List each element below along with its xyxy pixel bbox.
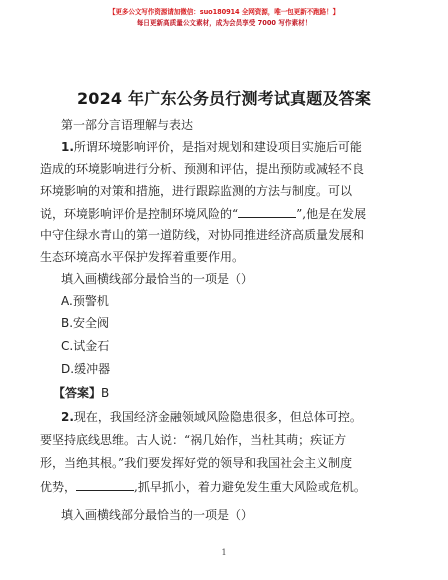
question-1-text-4b: ”,他是在发展	[296, 207, 367, 221]
option-b	[61, 316, 109, 330]
answer-line	[53, 386, 109, 400]
question-1-line3: 环境影响的对策和措施，进行跟踪监测的方法与制度。可以	[40, 184, 353, 198]
question-2-line1	[61, 410, 362, 424]
section-heading: 第一部分言语理解与表达	[61, 118, 194, 132]
option-d-letter: D.	[61, 362, 75, 376]
question-2-prompt: 填入画横线部分最恰当的一项是（）	[61, 508, 254, 522]
question-1-number: 1.	[61, 140, 74, 154]
option-c-text: 试金石	[73, 339, 110, 353]
answer-value: B	[101, 386, 110, 400]
option-d-text: 缓冲器	[74, 362, 111, 376]
question-1-text-4a: 说，环境影响评价是控制环境风险的“	[40, 207, 239, 221]
fill-blank-2	[76, 479, 134, 491]
page-number: 1	[221, 548, 227, 557]
document-title: 2024 年广东公务员行测考试真题及答案	[76, 89, 372, 108]
answer-label: 【答案】	[53, 386, 102, 400]
option-b-text: 安全阀	[73, 316, 110, 330]
question-2-text-4b: ,抓早抓小，着力避免发生重大风险或危机。	[134, 480, 366, 494]
question-1-prompt: 填入画横线部分最恰当的一项是（）	[61, 272, 254, 286]
option-a-text: 预警机	[72, 294, 109, 308]
question-1-line6: 生态环境高水平保护发挥着重要作用。	[40, 250, 245, 264]
question-1-line5: 中守住绿水青山的第一道防线，对协同推进经济高质量发展和	[40, 228, 365, 242]
question-1-line1	[61, 140, 362, 154]
question-2-line3: 形，当绝其根。”我们要发挥好党的领导和我国社会主义制度	[40, 456, 353, 470]
question-2-line2: 要坚持底线思维。古人说：“祸几始作，当杜其萌；疾证方	[40, 433, 347, 447]
question-2-text-4a: 优势，	[40, 480, 77, 494]
promo-banner-line1: 【更多公文写作资源请加微信：suo180914 全网资源，唯一包更新不跑路！】	[108, 8, 340, 16]
option-c	[61, 339, 109, 353]
option-b-letter: B.	[61, 316, 74, 330]
question-1-line2: 造成的环境影响进行分析、预测和评估，提出预防或减轻不良	[40, 162, 365, 176]
fill-blank-1	[238, 206, 296, 218]
question-2-line4	[40, 479, 366, 494]
option-a	[61, 294, 109, 308]
option-a-letter: A.	[61, 294, 73, 308]
option-c-letter: C.	[61, 339, 74, 353]
question-2-text-1: 现在，我国经济金融领域风险隐患很多，但总体可控。	[73, 410, 362, 424]
question-1-line4	[40, 206, 366, 221]
question-1-text-1: 所谓环境影响评价，是指对规划和建设项目实施后可能	[73, 140, 362, 154]
question-2-number: 2.	[61, 410, 74, 424]
option-d	[61, 362, 110, 376]
promo-banner-line2: 每日更新高质量公文素材，成为会员享受 7000 写作素材！	[136, 19, 312, 27]
